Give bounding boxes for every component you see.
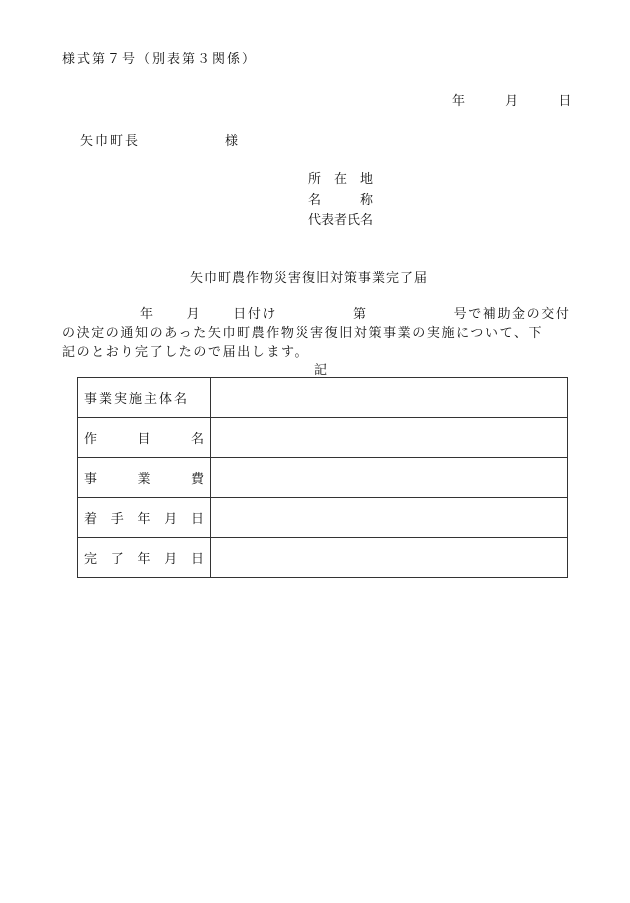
row-label-char: 日: [190, 512, 204, 527]
date-year-label: 年: [452, 94, 466, 109]
ki-label: 記: [314, 363, 328, 378]
row-value-cell[interactable]: [211, 418, 568, 458]
row-label-char: 業: [137, 472, 151, 487]
row-label-cell: [78, 458, 211, 498]
form-number: 様式第７号（別表第３関係）: [62, 52, 258, 67]
row-value-cell[interactable]: [211, 458, 568, 498]
row-label-char: 月: [164, 552, 178, 567]
body-line-1: [62, 305, 582, 324]
date-day-label: 日: [558, 94, 572, 109]
row-label-char: 名: [190, 432, 204, 447]
row-label: 事業実施主体名: [84, 392, 190, 407]
row-label-char: 着: [84, 512, 98, 527]
name-label: 名 称: [308, 192, 374, 208]
row-label-cell: [78, 378, 211, 418]
table-row: [78, 538, 568, 578]
row-label-char: 年: [137, 512, 151, 527]
body-line-2: の決定の通知のあった矢巾町農作物災害復旧対策事業の実施について、下: [62, 326, 544, 341]
table-row: [78, 498, 568, 538]
row-label-char: 目: [137, 432, 151, 447]
row-label-char: 手: [110, 512, 124, 527]
addressee: [80, 130, 239, 149]
body-year: 年: [140, 307, 155, 322]
row-label: [84, 508, 204, 527]
row-label: [84, 468, 204, 487]
row-label-char: 事: [84, 472, 98, 487]
table-row: [78, 458, 568, 498]
representative-label: 代表者氏名: [308, 213, 374, 228]
body-line1-rest: 号で補助金の交付: [453, 307, 571, 322]
address-label: 所 在 地: [308, 172, 374, 187]
addressee-name: 矢巾町長: [80, 134, 141, 149]
body-number-prefix: 第: [353, 307, 368, 322]
row-label-char: 費: [190, 472, 204, 487]
body-month: 月: [186, 307, 202, 322]
submission-date: [452, 90, 571, 109]
row-label-char: 作: [84, 432, 98, 447]
addressee-honorific: 様: [225, 134, 239, 149]
row-label-cell: [78, 538, 211, 578]
row-value-cell[interactable]: [211, 498, 568, 538]
row-value-cell[interactable]: [211, 378, 568, 418]
table-row: [78, 378, 568, 418]
body-dated: 日付け: [233, 307, 278, 322]
date-month-label: 月: [505, 94, 519, 109]
row-label-char: 完: [84, 552, 98, 567]
record-table: [77, 377, 568, 578]
row-label: [84, 548, 204, 567]
row-label-cell: [78, 498, 211, 538]
row-value-cell[interactable]: [211, 538, 568, 578]
applicant-block: [308, 170, 373, 232]
row-label-char: 日: [190, 552, 204, 567]
body-line-3: 記のとおり完了したので届出します。: [62, 345, 310, 360]
row-label-char: 年: [137, 552, 151, 567]
row-label-char: 月: [164, 512, 178, 527]
row-label: [84, 428, 204, 447]
document-title: 矢巾町農作物災害復旧対策事業完了届: [190, 271, 429, 286]
body-text: [62, 305, 582, 362]
row-label-char: 了: [110, 552, 124, 567]
table-row: [78, 418, 568, 458]
row-label-cell: [78, 418, 211, 458]
